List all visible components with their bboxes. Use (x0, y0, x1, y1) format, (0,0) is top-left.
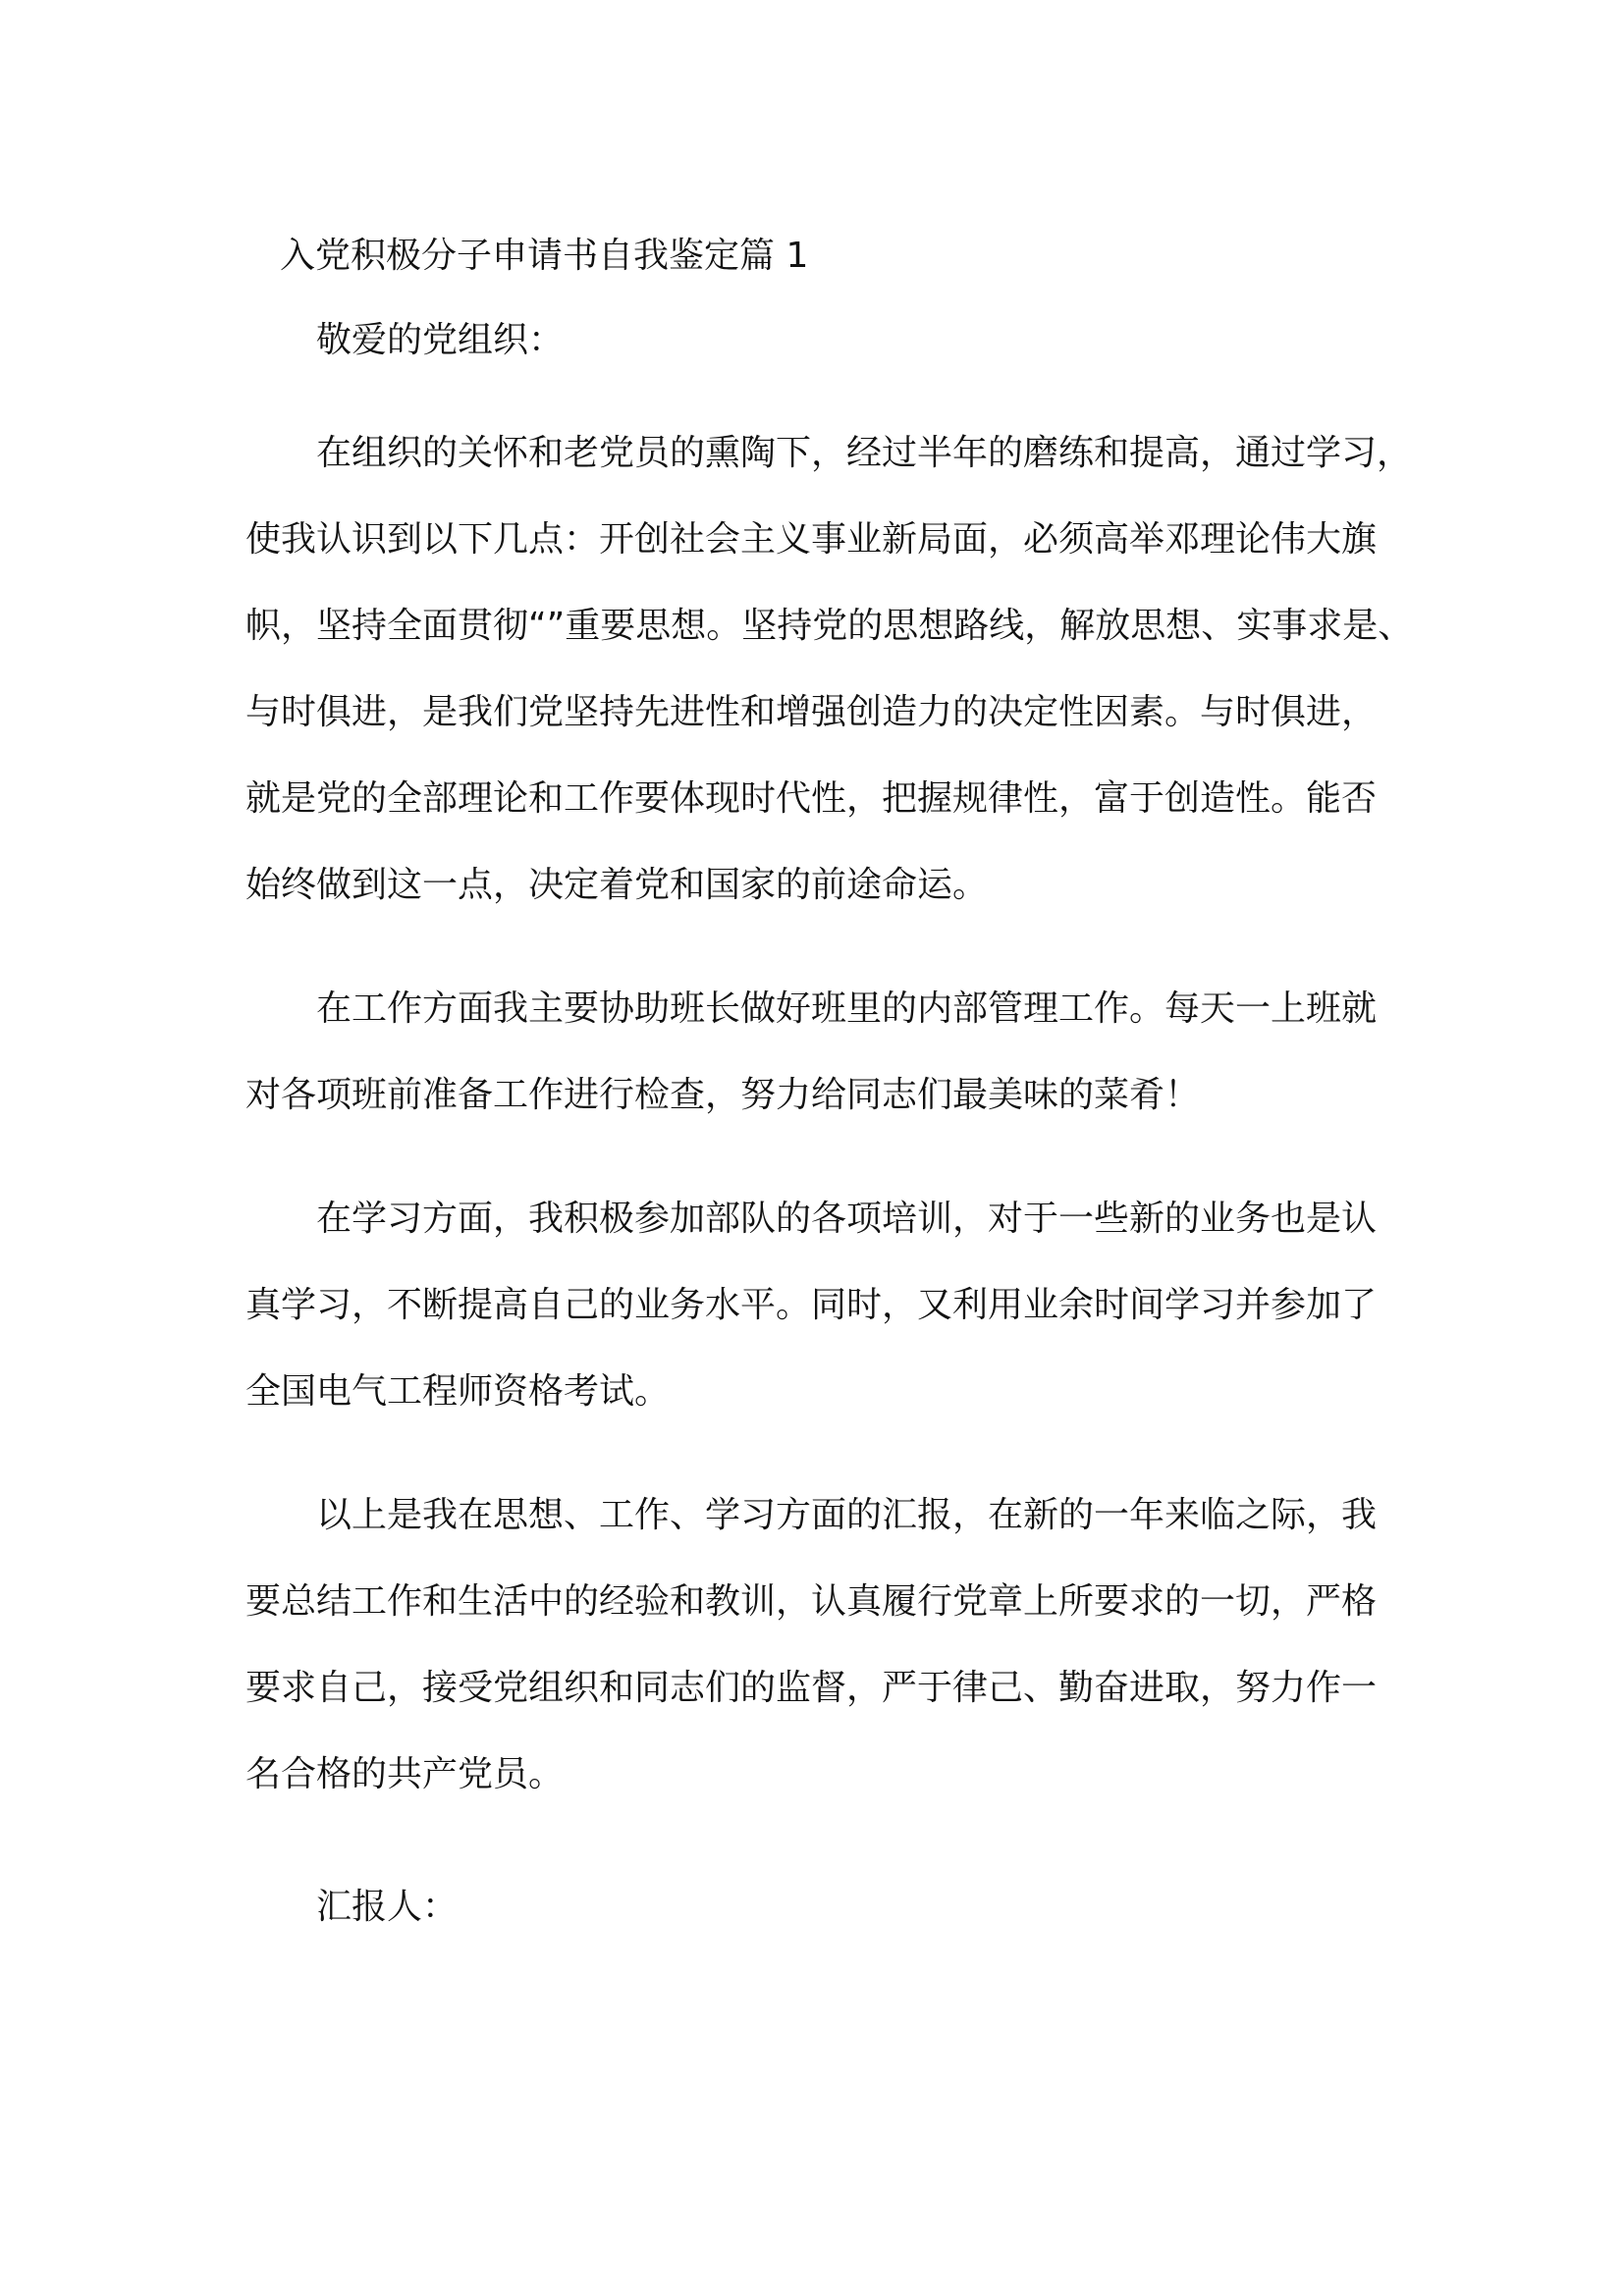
paragraph-line: 要总结工作和生活中的经验和教训，认真履行党章上所要求的一切，严格 (245, 1581, 1378, 1622)
paragraph-thought (245, 410, 1414, 929)
document-title: 入党积极分子申请书自我鉴定篇 1 (280, 236, 809, 276)
paragraph-line: 使我认识到以下几点：开创社会主义事业新局面，必须高举邓理论伟大旗 (245, 519, 1378, 560)
greeting: 敬爱的党组织： (316, 320, 565, 360)
paragraph-line: 在学习方面，我积极参加部队的各项培训，对于一些新的业务也是认 (316, 1199, 1378, 1239)
paragraph-line: 就是党的全部理论和工作要体现时代性，把握规律性，富于创造性。能否 (245, 778, 1378, 819)
paragraph-summary (245, 1472, 1404, 1818)
paragraph-study (245, 1176, 1404, 1435)
signature-label: 汇报人： (316, 1887, 459, 1927)
paragraph-line: 以上是我在思想、工作、学习方面的汇报，在新的一年来临之际，我 (316, 1495, 1378, 1535)
paragraph-line: 名合格的共产党员。 (245, 1754, 565, 1794)
paragraph-line: 要求自己，接受党组织和同志们的监督，严于律己、勤奋进取，努力作一 (245, 1668, 1378, 1708)
paragraph-line: 始终做到这一点，决定着党和国家的前途命运。 (245, 865, 989, 905)
paragraph-line: 对各项班前准备工作进行检查，努力给同志们最美味的菜肴！ (245, 1075, 1201, 1115)
paragraph-line: 与时俱进，是我们党坚持先进性和增强创造力的决定性因素。与时俱进， (245, 692, 1378, 732)
paragraph-work (245, 966, 1404, 1139)
paragraph-line: 在工作方面我主要协助班长做好班里的内部管理工作。每天一上班就 (316, 988, 1378, 1029)
paragraph-line: 全国电气工程师资格考试。 (245, 1371, 671, 1412)
paragraph-line: 在组织的关怀和老党员的熏陶下，经过半年的磨练和提高，通过学习， (316, 433, 1413, 473)
paragraph-line: 帜，坚持全面贯彻“”重要思想。坚持党的思想路线，解放思想、实事求是、 (245, 606, 1414, 646)
document-body (245, 222, 1414, 1942)
paragraph-line: 真学习，不断提高自己的业务水平。同时，又利用业余时间学习并参加了 (245, 1285, 1378, 1325)
